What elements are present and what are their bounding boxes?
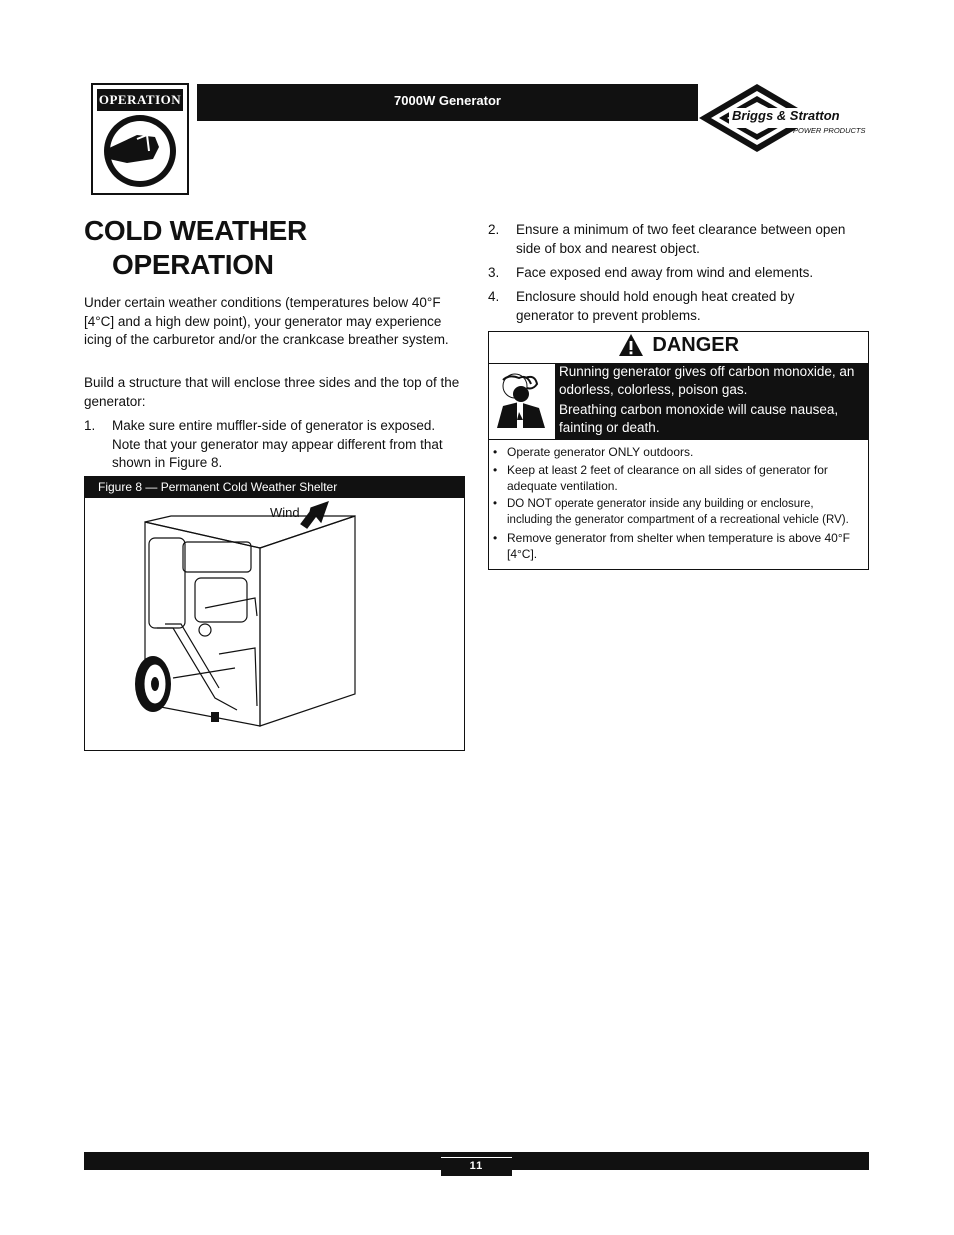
figure-caption: Figure 8 — Permanent Cold Weather Shelter (85, 477, 464, 498)
brand-logo (697, 82, 872, 154)
page-tab-rule (441, 1157, 512, 1158)
danger-line-1: Running generator gives off carbon monoxide, an odorless, colorless, poison gas. (559, 364, 855, 397)
danger-divider (489, 439, 868, 440)
list-item: • Keep at least 2 feet of clearance on all sides of generator for adequate ventilation. (493, 462, 862, 494)
brand-name: Briggs & Stratton (732, 108, 840, 123)
figure-8 (84, 476, 465, 751)
warning-triangle-icon (618, 333, 644, 357)
page-number: 11 (441, 1152, 512, 1176)
danger-box (488, 331, 869, 570)
wind-label: Wind (270, 505, 300, 520)
product-title: 7000W Generator (197, 84, 698, 121)
list-item: • DO NOT operate generator inside any building or enclosure, including the generator compartment of a recreational vehicle (RV). (493, 496, 862, 528)
danger-warning-text (555, 363, 868, 439)
list-item: • Operate generator ONLY outdoors. (493, 444, 862, 460)
poison-gas-icon (489, 363, 555, 439)
danger-header (489, 332, 868, 363)
title-line-1: COLD WEATHER (84, 215, 307, 246)
danger-heading: DANGER (652, 334, 740, 356)
list-item: • Remove generator from shelter when temperature is above 40°F [4°C]. (493, 530, 862, 562)
intro-paragraph: Under certain weather conditions (temperatures below 40°F [4°C] and a high dew point), your generator may experience icing of the carburetor and/or the crankcase breather system. (84, 295, 449, 347)
page-title (84, 214, 307, 282)
operation-hand-icon (97, 113, 183, 189)
operation-badge (91, 83, 189, 195)
build-paragraph: Build a structure that will enclose three sides and the top of the generator: (84, 375, 460, 409)
danger-line-2: Breathing carbon monoxide will cause nausea, fainting or death. (559, 402, 839, 435)
brand-sub: POWER PRODUCTS (793, 126, 866, 135)
badge-title: OPERATION (97, 89, 183, 111)
shelter-illustration (85, 498, 464, 750)
title-line-2: OPERATION (112, 249, 274, 280)
arrow-down-left-icon (301, 502, 328, 528)
danger-bullets (493, 444, 862, 564)
